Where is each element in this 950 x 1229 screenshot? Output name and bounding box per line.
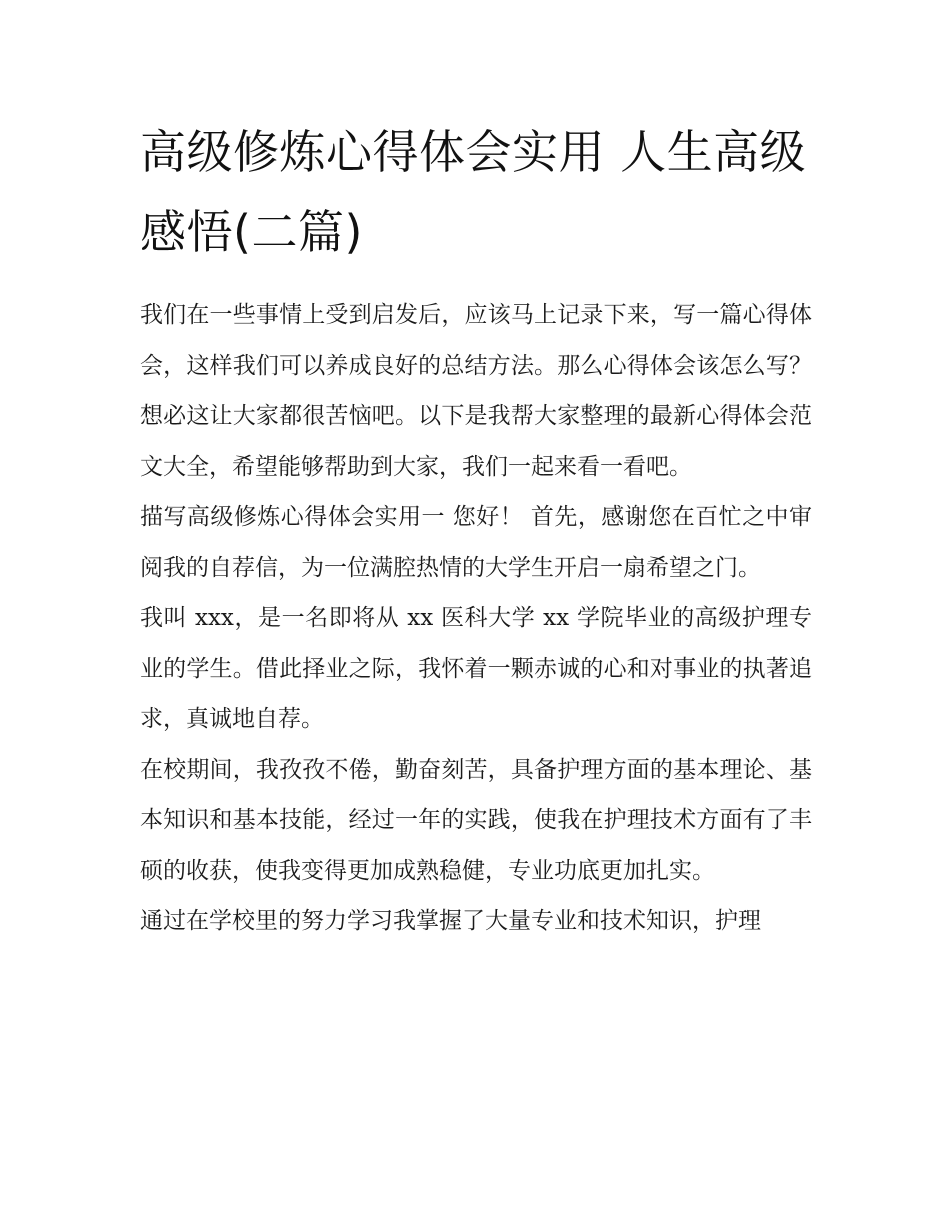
paragraph-greeting: 描写高级修炼心得体会实用一 您好！ 首先，感谢您在百忙之中审阅我的自荐信，为一位满腔热情的大学生开启一扇希望之门。 <box>140 504 812 581</box>
paragraph-intro: 我们在一些事情上受到启发后，应该马上记录下来，写一篇心得体会，这样我们可以养成良好的总结方法。那么心得体会该怎么写？想必这让大家都很苦恼吧。以下是我帮大家整理的最新心得体会范文大全，希望能够帮助到大家，我们一起来看一看吧。 <box>140 302 812 480</box>
paragraph-school-study: 在校期间，我孜孜不倦，勤奋刻苦，具备护理方面的基本理论、基本知识和基本技能，经过一年的实践，使我在护理技术方面有了丰硕的收获，使我变得更加成熟稳健，专业功底更加扎实。 <box>140 756 812 884</box>
document-body <box>140 112 812 947</box>
paragraph-knowledge: 通过在学校里的努力学习我掌握了大量专业和技术知识，护理 <box>140 908 761 934</box>
paragraph-self-introduction: 我叫 xxx，是一名即将从 xx 医科大学 xx 学院毕业的高级护理专业的学生。借此择业之际，我怀着一颗赤诚的心和对事业的执著追求，真诚地自荐。 <box>140 605 812 732</box>
document-title: 高级修炼心得体会实用 人生高级感悟(二篇) <box>140 125 807 259</box>
